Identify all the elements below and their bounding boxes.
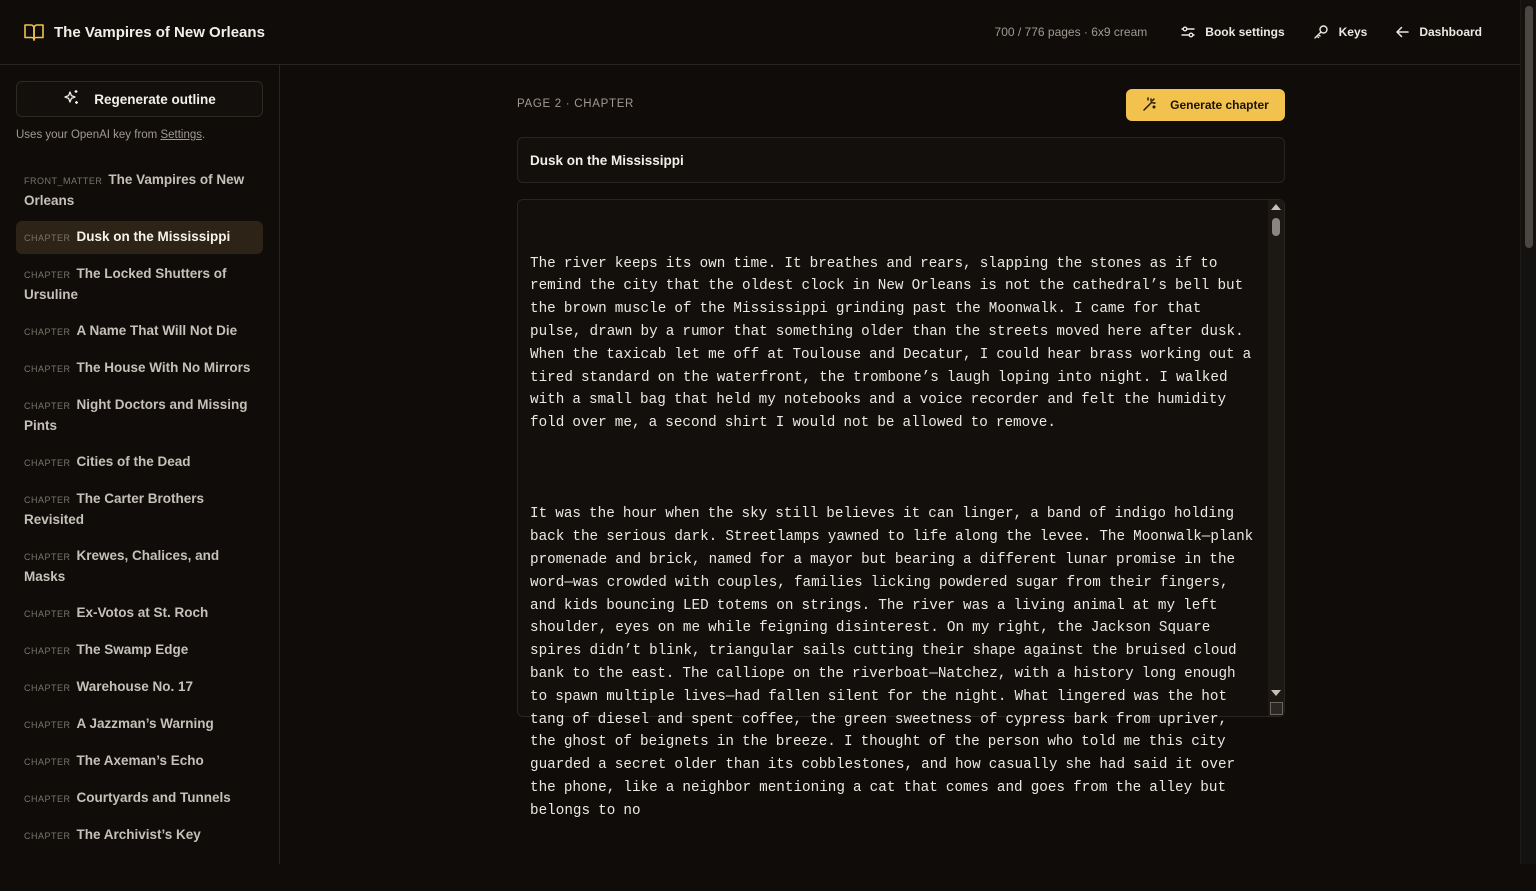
chapter-body-textarea[interactable] [517,199,1285,819]
item-title: Courtyards and Tunnels [76,790,231,805]
sidebar-item[interactable] [16,825,263,846]
item-kind-label: CHAPTER [24,794,71,804]
scroll-down-arrow-icon[interactable] [1271,690,1281,696]
dashboard-button[interactable] [1381,19,1496,45]
item-kind-label: CHAPTER [24,720,71,730]
sidebar-item[interactable] [16,452,263,473]
page-label: PAGE 2 · CHAPTER [517,98,635,110]
page-count: 700 / 776 pages · 6x9 cream [994,25,1148,39]
regenerate-outline-label: Regenerate outline [94,91,216,107]
item-title: Warehouse No. 17 [76,679,194,694]
book-settings-button[interactable] [1167,19,1298,45]
key-icon [1313,24,1329,40]
outline-sidebar [0,65,280,864]
item-title: The Locked Shutters of Ursuline [24,266,227,302]
sidebar-item[interactable] [16,170,263,211]
book-title: The Vampires of New Orleans [54,23,265,41]
item-kind-label: CHAPTER [24,401,71,411]
sidebar-item[interactable] [16,264,263,305]
item-kind-label: CHAPTER [24,831,71,841]
chapter-body-text[interactable] [530,207,1260,891]
item-kind-label: FRONT_MATTER [24,176,103,186]
item-kind-label: CHAPTER [24,646,71,656]
item-title: Night Doctors and Missing Pints [24,397,248,433]
keys-button[interactable] [1299,18,1382,46]
sidebar-item[interactable] [16,714,263,735]
item-title: The House With No Mirrors [76,360,251,375]
regenerate-outline-button[interactable] [16,81,263,117]
item-title: A Jazzman’s Warning [76,716,214,731]
textarea-scrollbar[interactable] [1268,200,1284,716]
body-paragraph: The river keeps its own time. It breathes and rears, slapping the stones as if to remind the city that the oldest clock in New Orleans is not the cathedral’s bell but the brown muscle of the Mississippi grinding past the Moonwalk. I came for that pulse, drawn by a rumor that something older than the streets moved here after dusk. When the taxicab let me off at Toulouse and Decatur, I could hear brass working out a tired standard on the waterfront, the trombone’s laugh loping into night. I walked with a small bag that held my notebooks and a voice recorder and felt the humidity fold over me, a second shirt I would not be allowed to remove. [530,255,1260,432]
page-scrollbar[interactable] [1520,0,1536,864]
sidebar-item[interactable] [16,489,263,530]
resize-grip-icon[interactable] [1270,702,1283,715]
item-kind-label: CHAPTER [24,757,71,767]
item-title: The Swamp Edge [76,642,189,657]
item-title: Cities of the Dead [76,454,191,469]
item-kind-label: CHAPTER [24,327,71,337]
sidebar-item[interactable] [16,788,263,809]
item-kind-label: CHAPTER [24,683,71,693]
item-title: The Vampires of New Orleans [24,172,245,208]
book-settings-label: Book settings [1205,25,1285,39]
item-title: The Axeman’s Echo [76,753,204,768]
dashboard-label: Dashboard [1419,25,1482,39]
top-bar [0,0,1520,65]
sidebar-item[interactable] [16,640,263,661]
sidebar-item[interactable] [16,677,263,698]
item-kind-label: CHAPTER [24,609,71,619]
item-title: A Name That Will Not Die [76,323,238,338]
textarea-scrollbar-thumb[interactable] [1272,218,1280,236]
item-kind-label: CHAPTER [24,552,71,562]
book-open-icon [24,23,44,41]
sliders-icon [1181,25,1195,39]
chapter-list [16,170,263,846]
arrow-left-icon [1395,25,1409,39]
sidebar-item[interactable] [16,395,263,436]
magic-wand-icon [1142,96,1158,115]
item-kind-label: CHAPTER [24,270,71,280]
chapter-title-input[interactable]: Dusk on the Mississippi [517,137,1285,183]
page-scrollbar-thumb[interactable] [1525,6,1533,248]
sidebar-item[interactable] [16,603,263,624]
item-title: Dusk on the Mississippi [76,229,231,244]
generate-chapter-button[interactable] [1126,89,1285,121]
item-title: Ex-Votos at St. Roch [76,605,209,620]
note-suffix: . [202,129,206,141]
item-title: The Archivist’s Key [76,827,201,842]
item-title: The Carter Brothers Revisited [24,491,205,527]
settings-link[interactable]: Settings [160,129,203,141]
item-kind-label: CHAPTER [24,495,71,505]
item-title: Krewes, Chalices, and Masks [24,548,220,584]
note-text: Uses your OpenAI key from [16,129,161,141]
sidebar-item[interactable] [16,221,263,254]
item-kind-label: CHAPTER [24,458,71,468]
sidebar-item[interactable] [16,751,263,772]
sidebar-item[interactable] [16,321,263,342]
brand[interactable] [24,23,265,41]
sparkles-icon [63,89,80,109]
openai-key-note [16,129,263,141]
sidebar-item[interactable] [16,358,263,379]
body-paragraph: It was the hour when the sky still believes it can linger, a band of indigo holding back the serious dark. Streetlamps yawned to life along the levee. The Moonwalk—plank promenade and brick, named for a mayor but bearing a different lunar promise in the word—was crowded with couples, families licking powdered sugar from their fingers, and kids bouncing LED totems on strings. The river was a living animal at my left shoulder, eyes on me while feigning disinterest. On my right, the Jackson Square spires didn’t blink, triangular sails cutting their shape against the bruised cloud bank to the east. The calliope on the riverboat—Natchez, with a history long enough to spawn multiple lives—had fallen silent for the night. What lingered was the hot tang of diesel and spent coffee, the green sweetness of cypress bark from upriver, the ghost of beignets in the breeze. I thought of the person who told me this city guarded a secret older than its cobblestones, and how casually she had said it over the phone, like a neighbor mentioning a cat that comes and goes from the alley but belongs to no [530,506,1262,819]
item-kind-label: CHAPTER [24,364,71,374]
sidebar-item[interactable] [16,546,263,587]
generate-chapter-label: Generate chapter [1170,98,1269,112]
scroll-up-arrow-icon[interactable] [1271,204,1281,210]
keys-label: Keys [1338,25,1368,39]
item-kind-label: CHAPTER [24,233,71,243]
